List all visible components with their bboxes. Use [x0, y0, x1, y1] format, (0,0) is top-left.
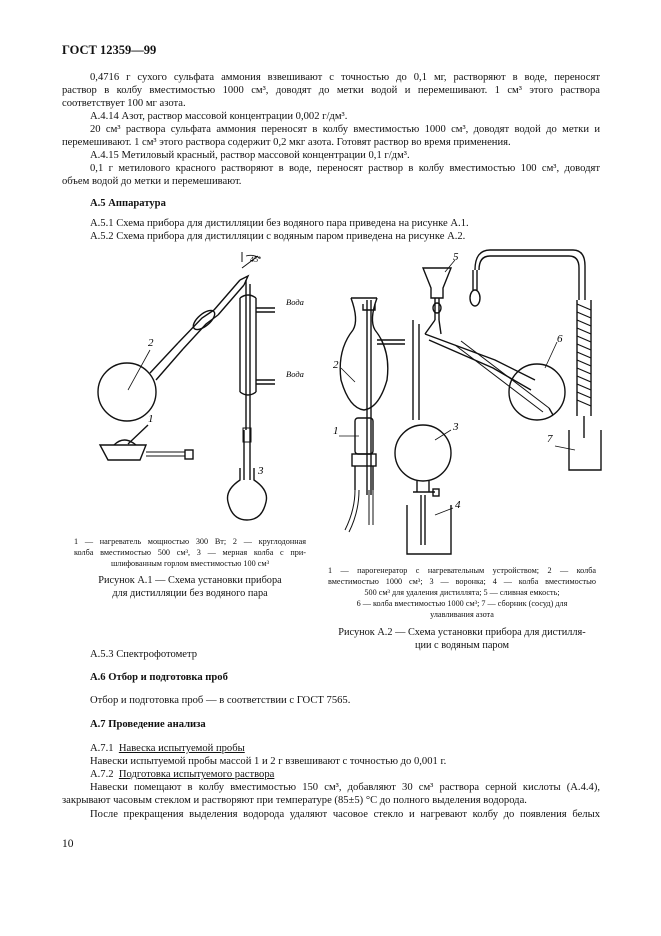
fig2-legend-line: 1 — парогенератор с нагревательным устройством; 2 — колба: [328, 566, 596, 575]
page-number: 10: [62, 838, 74, 850]
heading-a5: А.5 Аппаратура: [90, 198, 166, 209]
fig1-water-label: Вода: [286, 297, 304, 307]
fig1-legend-line: шлифованным горлом вместимостью 100 см³: [110, 559, 270, 568]
section-a415: А.4.15 Метиловый красный, раствор массовой концентрации 0,1 г/дм³.: [90, 150, 410, 161]
para-line: 0,1 г метилового красного растворяют в воде, переносят раствор в колбу вместимостью 100 см³, доводят: [90, 163, 600, 174]
para-line: 0,4716 г сухого сульфата аммония взвешивают с точностью до 0,1 мг, растворяют в воде, переносят: [90, 72, 600, 83]
section-a414: А.4.14 Азот, раствор массовой концентрации 0,002 г/дм³.: [90, 111, 348, 122]
section-a71-number: А.7.1: [90, 743, 114, 754]
para-line: перемешивают. 1 см³ этого раствора содержит 0,2 мкг азота. Готовят раствор во время применения.: [62, 137, 511, 148]
fig1-legend-line: 1 — нагреватель мощностью 300 Вт; 2 — круглодонная: [74, 537, 306, 546]
fig2-label-5: 5: [453, 251, 459, 263]
figure-a2-diagram: [325, 240, 615, 565]
section-a53: А.5.3 Спектрофотометр: [90, 649, 198, 660]
fig2-legend-line: 6 — колба вместимостью 1000 см³; 7 — сборник (сосуд) для: [356, 599, 568, 608]
fig2-legend-line: 500 см³ для удаления дистиллята; 5 — сливная емкость;: [364, 588, 560, 597]
fig2-label-1: 1: [333, 425, 339, 437]
fig1-label-2: 2: [148, 337, 154, 349]
section-a52: А.5.2 Схема прибора для дистилляции с водяным паром приведена на рисунке А.2.: [90, 231, 466, 242]
section-a72-number: А.7.2: [90, 769, 114, 780]
heading-a7: А.7 Проведение анализа: [90, 719, 206, 730]
fig1-label-1: 1: [148, 413, 154, 425]
a6-text: Отбор и подготовка проб — в соответствии с ГОСТ 7565.: [90, 695, 351, 706]
figure-a1-diagram: [90, 240, 320, 525]
a71-text: Навески испытуемой пробы массой 1 и 2 г взвешивают с точностью до 0,001 г.: [90, 756, 447, 767]
heading-a6: А.6 Отбор и подготовка проб: [90, 672, 228, 683]
para-line: закрывают часовым стеклом и растворяют при температуре (85±5) °С до полного выделения водорода.: [62, 795, 527, 806]
para-line: Навески помещают в колбу вместимостью 150 см³, добавляют 30 см³ раствора серной кислоты (А.4.4),: [90, 782, 600, 793]
fig2-label-6: 6: [557, 333, 563, 345]
fig1-legend-line: колба вместимостью 500 см³, 3 — мерная колба с при-: [74, 548, 306, 557]
para-line: раствор в колбу вместимостью 1000 см³, доводят до метки водой и перемешивают. 1 см³ этого раствора: [62, 85, 600, 96]
fig1-water-label: Вода: [286, 369, 304, 379]
section-a71-title: Навеска испытуемой пробы: [118, 743, 245, 754]
fig2-caption: Рисунок А.2 — Схема установки прибора для дистилля-: [338, 627, 586, 638]
fig1-caption: Рисунок А.1 — Схема установки прибора: [98, 575, 282, 586]
para-line: 20 см³ раствора сульфата аммония переносят в колбу вместимостью 1000 см³, доводят водой до метки и: [90, 124, 600, 135]
fig2-label-2: 2: [333, 359, 339, 371]
para-line: После прекращения выделения водорода удаляют часовое стекло и нагревают колбу до появления белых: [90, 809, 600, 820]
fig2-label-3: 3: [453, 421, 459, 433]
fig1-label-3: 3: [258, 465, 264, 477]
fig2-legend-line: вместимостью 1000 см³; 3 — воронка; 4 — колба вместимостью: [328, 577, 596, 586]
para-line: объем водой до метки и перемешивают.: [62, 176, 242, 187]
section-a51: А.5.1 Схема прибора для дистилляции без водяного пара приведена на рисунке А.1.: [90, 218, 469, 229]
fig2-label-7: 7: [547, 433, 553, 445]
fig1-angle-label: 45°: [250, 255, 262, 264]
section-a72: [90, 768, 274, 781]
fig2-caption: ции с водяным паром: [414, 640, 510, 651]
fig1-caption: для дистилляции без водяного пара: [112, 588, 268, 599]
para-line: соответствует 100 мг азота.: [62, 98, 186, 109]
section-a72-title: Подготовка испытуемого раствора: [118, 769, 275, 780]
fig2-label-4: 4: [455, 499, 461, 511]
fig2-legend-line: улавливания азота: [430, 610, 494, 619]
section-a71: [90, 742, 245, 755]
standard-header: ГОСТ 12359—99: [62, 43, 157, 57]
